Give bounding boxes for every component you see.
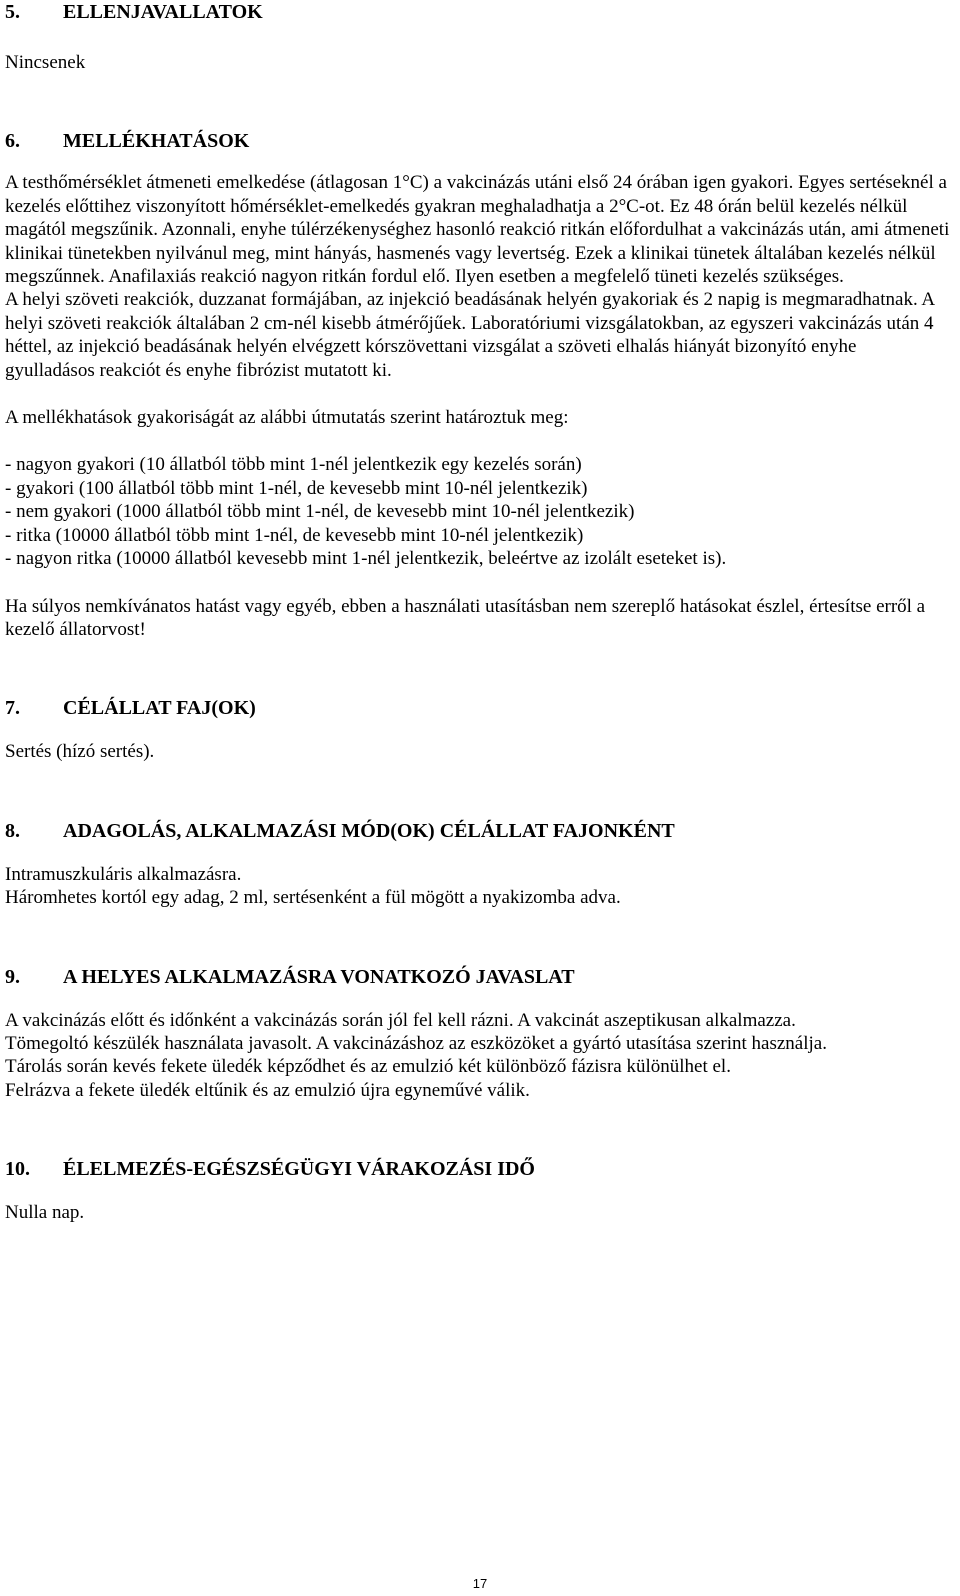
section-title: MELLÉKHATÁSOK xyxy=(63,130,250,153)
section-5 xyxy=(5,0,950,74)
section-number: 10. xyxy=(5,1158,30,1181)
paragraph: A vakcinázás előtt és időnként a vakcinázás során jól fel kell rázni. A vakcinát aszeptikusan alkalmazza. xyxy=(5,1009,796,1031)
list-item: - nagyon ritka (10000 állatból kevesebb mint 1-nél jelentkezik, beleértve az izolált eseteket is). xyxy=(5,548,727,570)
section-number: 6. xyxy=(5,130,20,153)
paragraph: A mellékhatások gyakoriságát az alábbi útmutatás szerint határoztuk meg: xyxy=(5,407,569,429)
paragraph: A helyi szöveti reakciók, duzzanat formájában, az injekció beadásának helyén gyakoriak és 2 napig is megmaradhatnak. A helyi szöveti reakciók általában 2 cm-nél kisebb átmérőjűek. Laboratóriumi vizsgálatokban, az egyszeri vakcinázás után 4 héttel, az injekció beadásának helyén elvégzett kórszövettani vizsgálat a szöveti elhalás hiányát bizonyító enyhe gyulladásos reakciót és enyhe fibrózist mutatott ki. xyxy=(5,289,935,381)
paragraph: Háromhetes kortól egy adag, 2 ml, sertésenként a fül mögött a nyakizomba adva. xyxy=(5,887,621,909)
section-9 xyxy=(5,965,950,1103)
paragraph: Ha súlyos nemkívánatos hatást vagy egyéb, ebben a használati utasításban nem szereplő hatásokat észlel, értesítse erről a kezelő állatorvost! xyxy=(5,595,926,640)
section-10 xyxy=(5,1157,950,1224)
section-number: 7. xyxy=(5,697,20,720)
section-title: A HELYES ALKALMAZÁSRA VONATKOZÓ JAVASLAT xyxy=(63,965,575,988)
list-item: - gyakori (100 állatból több mint 1-nél, de kevesebb mint 10-nél jelentkezik) xyxy=(5,477,588,499)
section-number: 8. xyxy=(5,819,20,842)
section-title: ÉLELMEZÉS-EGÉSZSÉGÜGYI VÁRAKOZÁSI IDŐ xyxy=(63,1158,535,1181)
document-page xyxy=(5,0,950,1225)
section-6 xyxy=(5,129,950,641)
section-number: 5. xyxy=(5,1,20,23)
section-8 xyxy=(5,819,950,910)
section-heading xyxy=(5,965,950,989)
section-title: CÉLÁLLAT FAJ(OK) xyxy=(63,697,256,720)
paragraph: Intramuszkuláris alkalmazásra. xyxy=(5,863,242,885)
list-item: - nem gyakori (1000 állatból több mint 1-nél, de kevesebb mint 10-nél jelentkezik) xyxy=(5,501,635,523)
paragraph: Tárolás során kevés fekete üledék képződhet és az emulzió két különböző fázisra különülhet el. xyxy=(5,1056,731,1078)
section-heading xyxy=(5,1157,950,1181)
page-number: 17 xyxy=(472,1576,488,1591)
list-item: - nagyon gyakori (10 állatból több mint 1-nél jelentkezik egy kezelés során) xyxy=(5,454,582,476)
section-heading xyxy=(5,696,950,720)
frequency-list xyxy=(5,453,950,570)
section-title: ELLENJAVALLATOK xyxy=(63,1,263,23)
section-body: Nincsenek xyxy=(5,52,86,73)
paragraph: A testhőmérséklet átmeneti emelkedése (átlagosan 1°C) a vakcinázás utáni első 24 órában igen gyakori. Egyes sertéseknél a kezelés előttihez viszonyított hőmérséklet-emelkedés gyakran meghaladhatja a 2°C-ot. Ez 48 órán belül kezelés nélkül magától megszűnik. Azonnali, enyhe túlérzékenységhez hasonló reakció ritkán előfordulhat a vakcinázás után, ami átmeneti klinikai tünetekben nyilvánul meg, mint hányás, hasmenés vagy levertség. Ezek a klinikai tünetek általában kezelés nélkül megszűnnek. Anafilaxiás reakció nagyon ritkán fordul elő. Ilyen esetben a megfelelő tüneti kezelés szükséges. xyxy=(5,172,950,288)
section-number: 9. xyxy=(5,965,20,988)
list-item: - ritka (10000 állatból több mint 1-nél, de kevesebb mint 10-nél jelentkezik) xyxy=(5,524,584,546)
section-7 xyxy=(5,696,950,763)
paragraph: Tömegoltó készülék használata javasolt. A vakcinázáshoz az eszközöket a gyártó utasítása szerint használja. xyxy=(5,1032,827,1054)
section-heading xyxy=(5,819,950,843)
paragraph: Felrázva a fekete üledék eltűnik és az emulzió újra egyneművé válik. xyxy=(5,1079,530,1101)
section-body: Sertés (hízó sertés). xyxy=(5,741,155,763)
section-heading xyxy=(5,129,950,153)
section-title: ADAGOLÁS, ALKALMAZÁSI MÓD(OK) CÉLÁLLAT FAJONKÉNT xyxy=(63,819,675,842)
section-body: Nulla nap. xyxy=(5,1202,85,1224)
section-heading xyxy=(5,0,950,24)
